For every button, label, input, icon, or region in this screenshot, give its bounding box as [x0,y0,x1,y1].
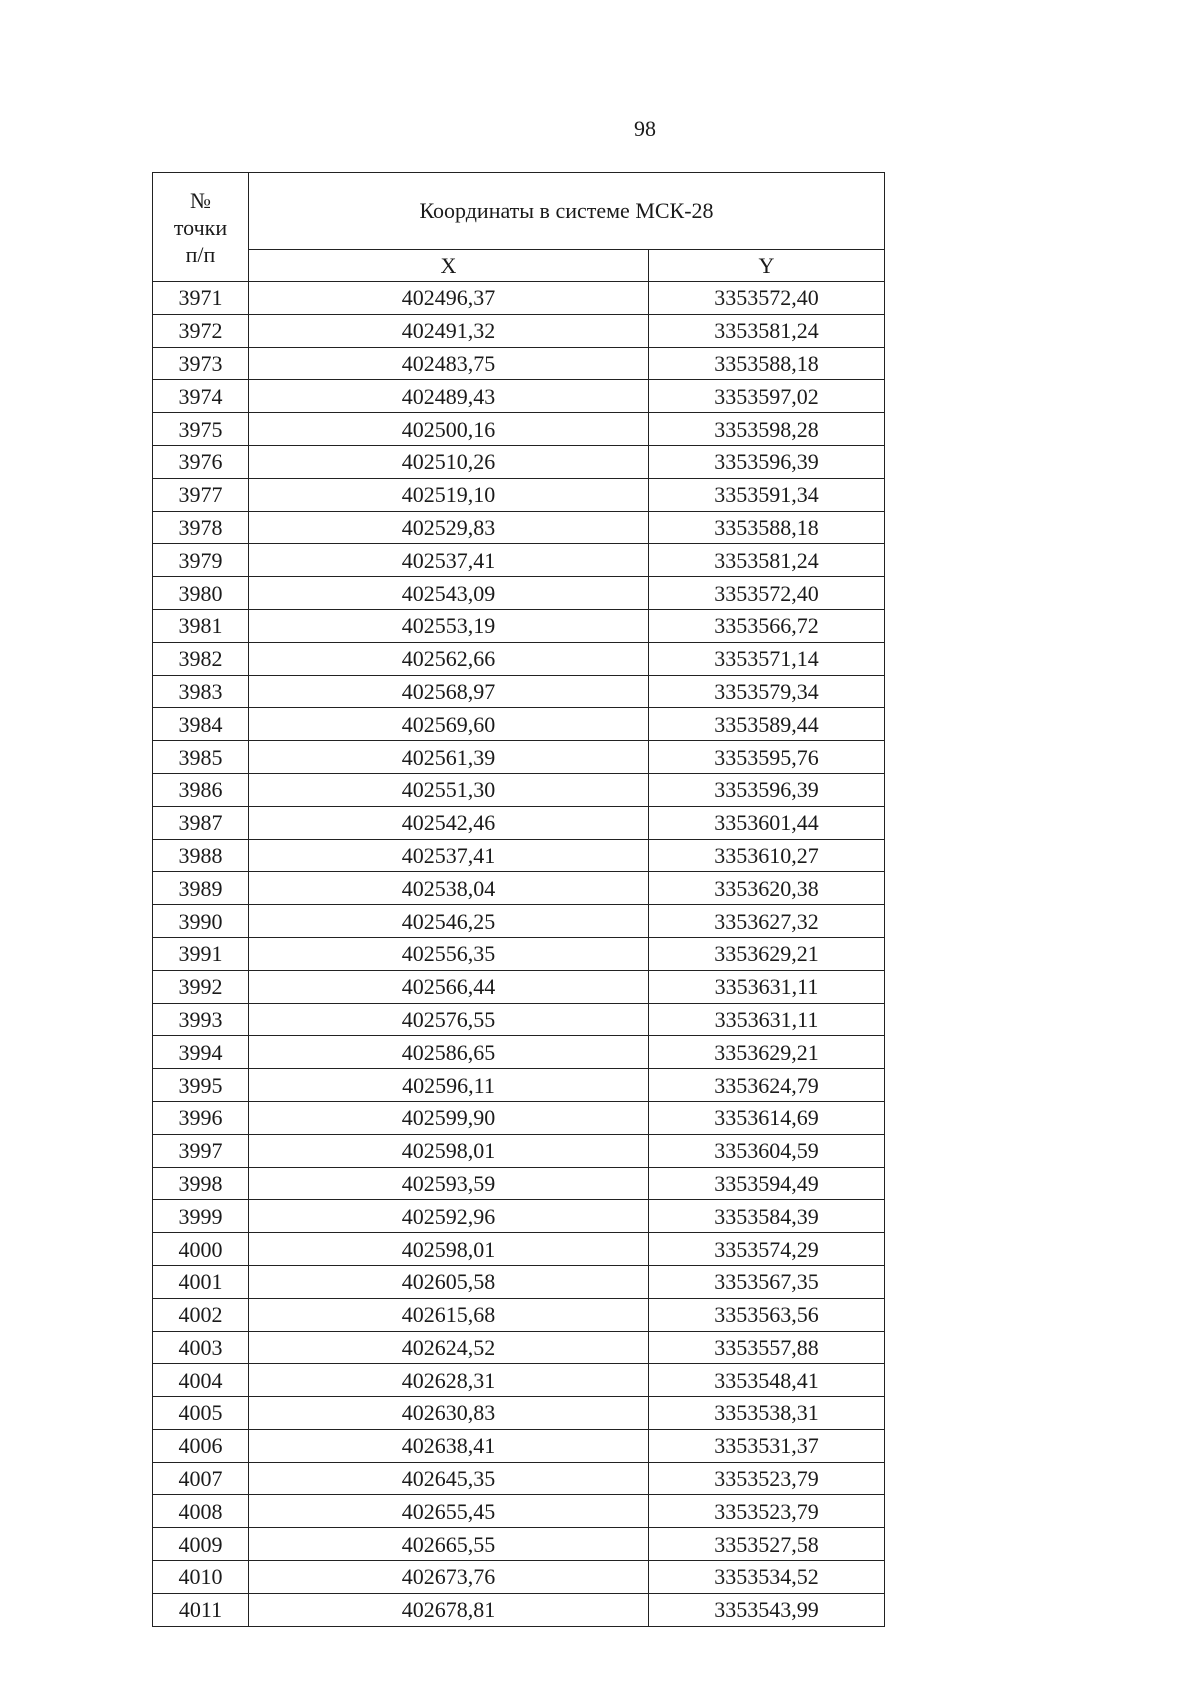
x-coordinate-cell: 402605,58 [249,1265,649,1298]
x-coordinate-cell: 402491,32 [249,314,649,347]
y-coordinate-cell: 3353543,99 [649,1593,885,1626]
y-coordinate-cell: 3353595,76 [649,741,885,774]
point-number-cell: 3983 [153,675,249,708]
table-row [153,806,885,839]
table-row [153,741,885,774]
x-coordinate-cell: 402537,41 [249,544,649,577]
x-coordinate-cell: 402593,59 [249,1167,649,1200]
y-coordinate-cell: 3353527,58 [649,1528,885,1561]
x-coordinate-cell: 402598,01 [249,1233,649,1266]
x-coordinate-cell: 402510,26 [249,445,649,478]
y-coordinate-cell: 3353624,79 [649,1069,885,1102]
table-row [153,937,885,970]
y-coordinate-cell: 3353596,39 [649,773,885,806]
y-coordinate-cell: 3353589,44 [649,708,885,741]
point-number-header [153,173,249,282]
x-coordinate-cell: 402638,41 [249,1429,649,1462]
y-coordinate-cell: 3353631,11 [649,1003,885,1036]
x-coordinate-cell: 402628,31 [249,1364,649,1397]
x-coordinate-cell: 402561,39 [249,741,649,774]
point-number-cell: 4006 [153,1429,249,1462]
x-coordinate-cell: 402562,66 [249,642,649,675]
y-coordinate-cell: 3353567,35 [649,1265,885,1298]
point-number-cell: 3980 [153,577,249,610]
table-row [153,1200,885,1233]
table-row [153,970,885,1003]
point-number-cell: 4008 [153,1495,249,1528]
y-coordinate-cell: 3353614,69 [649,1101,885,1134]
y-coordinate-cell: 3353629,21 [649,937,885,970]
point-number-cell: 4011 [153,1593,249,1626]
table-row [153,1561,885,1594]
y-coordinate-cell: 3353548,41 [649,1364,885,1397]
y-coordinate-cell: 3353597,02 [649,380,885,413]
table-row [153,1462,885,1495]
point-number-cell: 4010 [153,1561,249,1594]
y-coordinate-cell: 3353572,40 [649,282,885,315]
table-row [153,1134,885,1167]
x-coordinate-cell: 402599,90 [249,1101,649,1134]
y-coordinate-cell: 3353534,52 [649,1561,885,1594]
y-coordinate-cell: 3353523,79 [649,1462,885,1495]
y-coordinate-cell: 3353563,56 [649,1298,885,1331]
table-row [153,347,885,380]
x-coordinate-cell: 402537,41 [249,839,649,872]
y-coordinate-cell: 3353591,34 [649,478,885,511]
x-coordinate-cell: 402576,55 [249,1003,649,1036]
point-number-cell: 4007 [153,1462,249,1495]
point-number-cell: 3998 [153,1167,249,1200]
table-row [153,1003,885,1036]
x-coordinate-cell: 402496,37 [249,282,649,315]
y-coordinate-cell: 3353571,14 [649,642,885,675]
table-row [153,872,885,905]
coordinates-table [152,172,885,1627]
y-column-header: Y [649,250,885,282]
y-coordinate-cell: 3353523,79 [649,1495,885,1528]
table-row [153,609,885,642]
y-coordinate-cell: 3353620,38 [649,872,885,905]
point-number-cell: 3991 [153,937,249,970]
x-coordinate-cell: 402553,19 [249,609,649,642]
point-number-header-line: точки [173,214,228,240]
point-number-cell: 3997 [153,1134,249,1167]
y-coordinate-cell: 3353629,21 [649,1036,885,1069]
table-row [153,1593,885,1626]
point-number-cell: 3982 [153,642,249,675]
point-number-header-line: № [190,187,211,213]
x-coordinate-cell: 402489,43 [249,380,649,413]
point-number-cell: 4002 [153,1298,249,1331]
x-column-header: X [249,250,649,282]
y-coordinate-cell: 3353627,32 [649,905,885,938]
table-row [153,445,885,478]
table-row [153,1265,885,1298]
point-number-cell: 3985 [153,741,249,774]
point-number-cell: 3988 [153,839,249,872]
table-row [153,380,885,413]
x-coordinate-cell: 402592,96 [249,1200,649,1233]
x-coordinate-cell: 402500,16 [249,413,649,446]
x-coordinate-cell: 402678,81 [249,1593,649,1626]
point-number-cell: 3984 [153,708,249,741]
y-coordinate-cell: 3353581,24 [649,314,885,347]
table-row [153,1429,885,1462]
point-number-cell: 3981 [153,609,249,642]
y-coordinate-cell: 3353610,27 [649,839,885,872]
x-coordinate-cell: 402630,83 [249,1397,649,1430]
point-number-cell: 3986 [153,773,249,806]
y-coordinate-cell: 3353594,49 [649,1167,885,1200]
table-body [153,282,885,1627]
table-row [153,839,885,872]
table-row [153,282,885,315]
table-row [153,1528,885,1561]
x-coordinate-cell: 402556,35 [249,937,649,970]
point-number-cell: 3975 [153,413,249,446]
point-number-cell: 3972 [153,314,249,347]
point-number-cell: 3989 [153,872,249,905]
point-number-cell: 3992 [153,970,249,1003]
y-coordinate-cell: 3353579,34 [649,675,885,708]
y-coordinate-cell: 3353581,24 [649,544,885,577]
table-row [153,905,885,938]
table-row [153,1364,885,1397]
x-coordinate-cell: 402483,75 [249,347,649,380]
point-number-cell: 4004 [153,1364,249,1397]
point-number-cell: 3996 [153,1101,249,1134]
point-number-cell: 4000 [153,1233,249,1266]
x-coordinate-cell: 402586,65 [249,1036,649,1069]
y-coordinate-cell: 3353631,11 [649,970,885,1003]
table-row [153,478,885,511]
x-coordinate-cell: 402529,83 [249,511,649,544]
y-coordinate-cell: 3353572,40 [649,577,885,610]
table-row [153,1233,885,1266]
point-number-cell: 3973 [153,347,249,380]
point-number-cell: 3994 [153,1036,249,1069]
table-row [153,1036,885,1069]
x-coordinate-cell: 402655,45 [249,1495,649,1528]
y-coordinate-cell: 3353584,39 [649,1200,885,1233]
x-coordinate-cell: 402615,68 [249,1298,649,1331]
point-number-cell: 3987 [153,806,249,839]
y-coordinate-cell: 3353557,88 [649,1331,885,1364]
x-coordinate-cell: 402596,11 [249,1069,649,1102]
point-number-cell: 3990 [153,905,249,938]
table-row [153,1101,885,1134]
table-row [153,413,885,446]
y-coordinate-cell: 3353604,59 [649,1134,885,1167]
table-row [153,1167,885,1200]
y-coordinate-cell: 3353588,18 [649,511,885,544]
point-number-cell: 4009 [153,1528,249,1561]
x-coordinate-cell: 402645,35 [249,1462,649,1495]
point-number-cell: 3995 [153,1069,249,1102]
point-number-cell: 4003 [153,1331,249,1364]
x-coordinate-cell: 402568,97 [249,675,649,708]
x-coordinate-cell: 402569,60 [249,708,649,741]
table-row [153,1495,885,1528]
point-number-cell: 3999 [153,1200,249,1233]
table-row [153,314,885,347]
point-number-header-line: п/п [185,241,216,267]
point-number-cell: 4001 [153,1265,249,1298]
y-coordinate-cell: 3353566,72 [649,609,885,642]
table-row [153,1298,885,1331]
point-number-cell: 3993 [153,1003,249,1036]
page-number: 98 [634,116,656,141]
point-number-cell: 3971 [153,282,249,315]
table-row [153,511,885,544]
x-coordinate-cell: 402673,76 [249,1561,649,1594]
point-number-cell: 3979 [153,544,249,577]
y-coordinate-cell: 3353588,18 [649,347,885,380]
y-coordinate-cell: 3353538,31 [649,1397,885,1430]
table-header [153,173,885,282]
x-coordinate-cell: 402624,52 [249,1331,649,1364]
point-number-cell: 3974 [153,380,249,413]
point-number-cell: 3977 [153,478,249,511]
x-coordinate-cell: 402519,10 [249,478,649,511]
table-row [153,544,885,577]
table-row [153,1331,885,1364]
y-coordinate-cell: 3353596,39 [649,445,885,478]
x-coordinate-cell: 402598,01 [249,1134,649,1167]
table-row [153,642,885,675]
x-coordinate-cell: 402546,25 [249,905,649,938]
x-coordinate-cell: 402551,30 [249,773,649,806]
point-number-cell: 3978 [153,511,249,544]
x-coordinate-cell: 402542,46 [249,806,649,839]
x-coordinate-cell: 402538,04 [249,872,649,905]
table-row [153,1069,885,1102]
x-coordinate-cell: 402566,44 [249,970,649,1003]
y-coordinate-cell: 3353531,37 [649,1429,885,1462]
y-coordinate-cell: 3353601,44 [649,806,885,839]
x-coordinate-cell: 402543,09 [249,577,649,610]
table-row [153,577,885,610]
table-row [153,675,885,708]
x-coordinate-cell: 402665,55 [249,1528,649,1561]
table-row [153,708,885,741]
table-row [153,773,885,806]
point-number-cell: 4005 [153,1397,249,1430]
y-coordinate-cell: 3353598,28 [649,413,885,446]
point-number-cell: 3976 [153,445,249,478]
y-coordinate-cell: 3353574,29 [649,1233,885,1266]
table-row [153,1397,885,1430]
coordinates-group-header: Координаты в системе МСК-28 [249,173,885,250]
